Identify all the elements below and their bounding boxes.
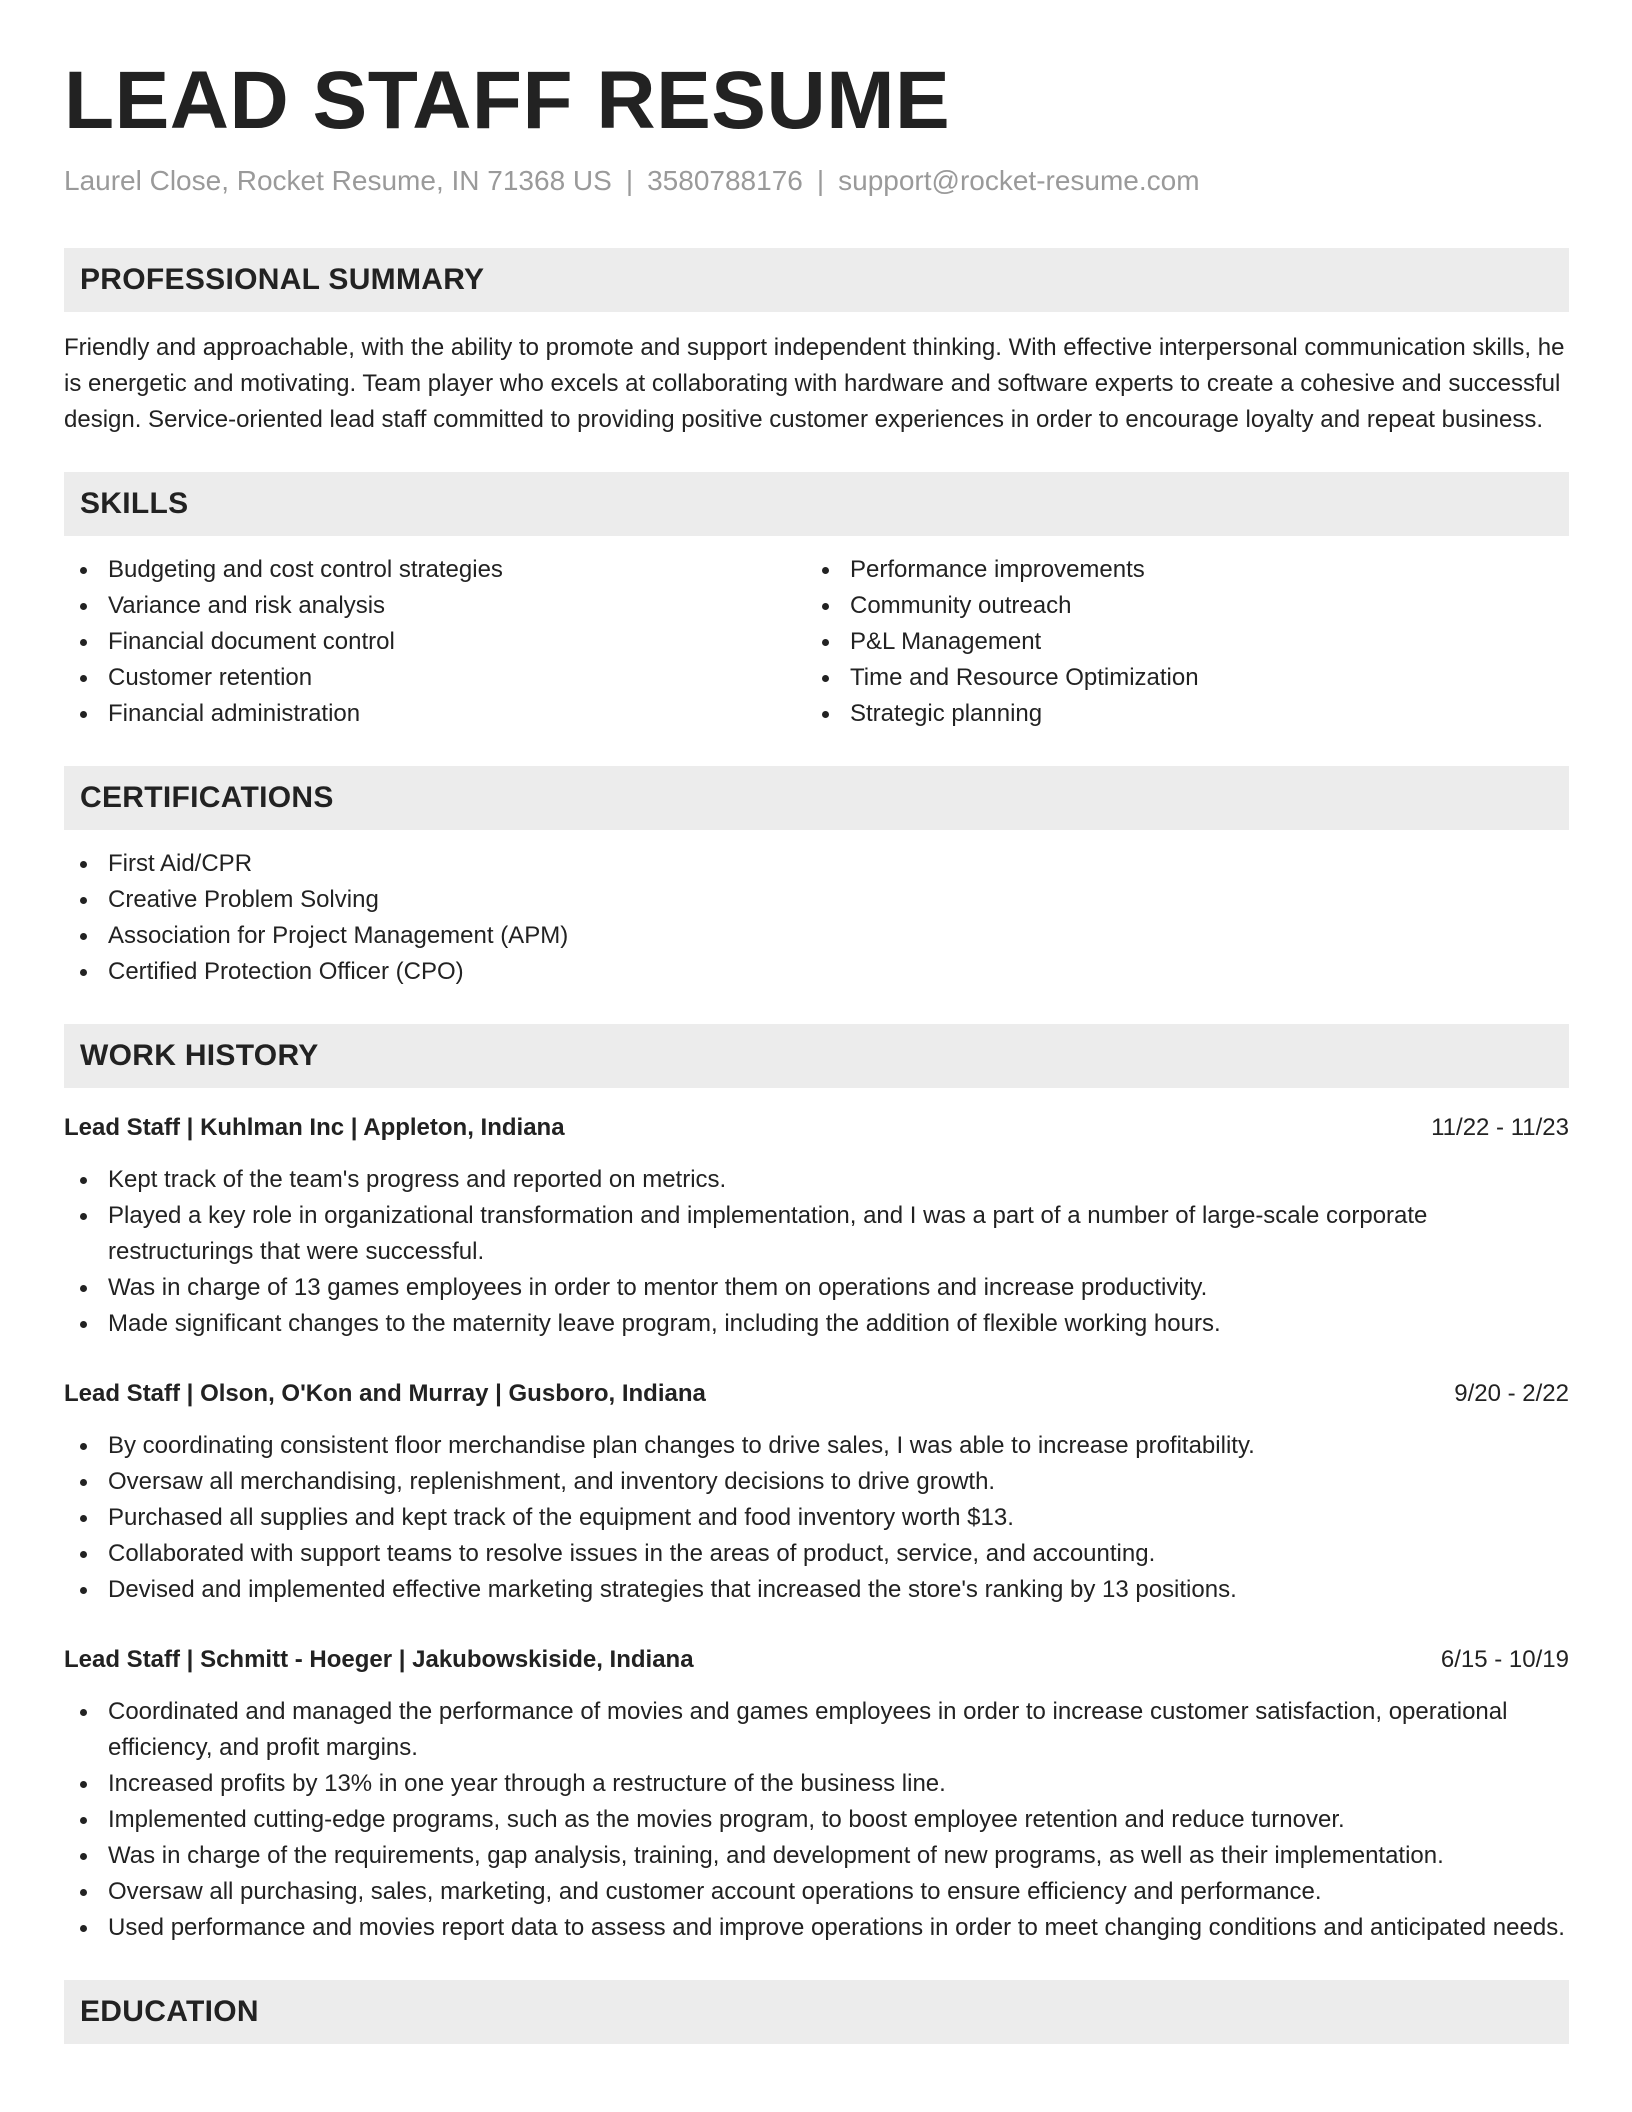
job-bullet: Increased profits by 13% in one year through a restructure of the business line. [64, 1766, 1569, 1802]
job-header [64, 1642, 1569, 1678]
certification-item: First Aid/CPR [64, 846, 1569, 882]
certifications-heading: CERTIFICATIONS [64, 766, 1569, 830]
job-title: Lead Staff | Kuhlman Inc | Appleton, Indiana [64, 1113, 565, 1141]
skill-item: Variance and risk analysis [64, 588, 806, 624]
job-entry [64, 1642, 1569, 1946]
certifications-list [64, 846, 1569, 990]
skill-item: Budgeting and cost control strategies [64, 552, 806, 588]
skill-item: Time and Resource Optimization [806, 660, 1548, 696]
skills-section [64, 472, 1569, 732]
job-dates: 9/20 - 2/22 [1454, 1379, 1569, 1407]
job-bullet: Was in charge of 13 games employees in order to mentor them on operations and increase productivity. [64, 1270, 1569, 1306]
skill-item: Performance improvements [806, 552, 1548, 588]
work-history-section [64, 1024, 1569, 1946]
work-history-heading: WORK HISTORY [64, 1024, 1569, 1088]
skills-heading: SKILLS [64, 472, 1569, 536]
job-bullet: Made significant changes to the maternity leave program, including the addition of flexible working hours. [64, 1306, 1569, 1342]
skills-grid [64, 552, 1569, 732]
job-title: Lead Staff | Olson, O'Kon and Murray | Gusboro, Indiana [64, 1379, 706, 1407]
job-bullet: Collaborated with support teams to resolve issues in the areas of product, service, and accounting. [64, 1536, 1569, 1572]
job-bullet: Implemented cutting-edge programs, such as the movies program, to boost employee retention and reduce turnover. [64, 1802, 1569, 1838]
job-dates: 11/22 - 11/23 [1431, 1113, 1569, 1141]
education-heading: EDUCATION [64, 1980, 1569, 2044]
summary-heading: PROFESSIONAL SUMMARY [64, 248, 1569, 312]
certification-item: Certified Protection Officer (CPO) [64, 954, 1569, 990]
job-bullet: Oversaw all purchasing, sales, marketing, and customer account operations to ensure efficiency and performance. [64, 1874, 1569, 1910]
job-bullet: Devised and implemented effective marketing strategies that increased the store's ranking by 13 positions. [64, 1572, 1569, 1608]
certifications-section [64, 766, 1569, 990]
skill-item: Strategic planning [806, 696, 1548, 732]
contact-separator: | [816, 165, 825, 197]
contact-phone: 3580788176 [647, 165, 803, 197]
job-bullet: Used performance and movies report data to assess and improve operations in order to meet changing conditions and anticipated needs. [64, 1910, 1569, 1946]
job-entry [64, 1110, 1569, 1342]
summary-text: Friendly and approachable, with the ability to promote and support independent thinking. With effective interpersonal communication skills, he is energetic and motivating. Team player who excels at collaborating with hardware and software experts to create a cohesive and successful design. Service-oriented lead staff committed to providing positive customer experiences in order to encourage loyalty and repeat business. [64, 333, 1565, 433]
skill-item: Financial administration [64, 696, 806, 732]
contact-line [64, 164, 1569, 198]
job-bullet: Was in charge of the requirements, gap analysis, training, and development of new programs, as well as their implementation. [64, 1838, 1569, 1874]
contact-email: support@rocket-resume.com [838, 165, 1200, 197]
resume-title: LEAD STAFF RESUME [64, 55, 951, 146]
job-bullet: Coordinated and managed the performance of movies and games employees in order to increase customer satisfaction, operational efficiency, and profit margins. [64, 1694, 1569, 1766]
job-bullets [64, 1428, 1569, 1608]
job-bullet: By coordinating consistent floor merchandise plan changes to drive sales, I was able to increase profitability. [64, 1428, 1569, 1464]
skills-list-right [806, 552, 1548, 732]
job-title: Lead Staff | Schmitt - Hoeger | Jakubowskiside, Indiana [64, 1645, 694, 1673]
skill-item: Community outreach [806, 588, 1548, 624]
certification-item: Association for Project Management (APM) [64, 918, 1569, 954]
skill-item: Customer retention [64, 660, 806, 696]
skill-item: Financial document control [64, 624, 806, 660]
contact-address: Laurel Close, Rocket Resume, IN 71368 US [64, 165, 612, 197]
skill-item: P&L Management [806, 624, 1548, 660]
job-header [64, 1110, 1569, 1146]
certification-item: Creative Problem Solving [64, 882, 1569, 918]
job-bullet: Oversaw all merchandising, replenishment, and inventory decisions to drive growth. [64, 1464, 1569, 1500]
skills-list-left [64, 552, 806, 732]
job-dates: 6/15 - 10/19 [1440, 1645, 1569, 1673]
job-bullet: Played a key role in organizational transformation and implementation, and I was a part of a number of large-scale corporate restructurings that were successful. [64, 1198, 1569, 1270]
contact-separator: | [625, 165, 634, 197]
job-bullet: Purchased all supplies and kept track of the equipment and food inventory worth $13. [64, 1500, 1569, 1536]
job-header [64, 1376, 1569, 1412]
job-entry [64, 1376, 1569, 1608]
job-bullets [64, 1162, 1569, 1342]
job-bullets [64, 1694, 1569, 1946]
job-bullet: Kept track of the team's progress and reported on metrics. [64, 1162, 1569, 1198]
